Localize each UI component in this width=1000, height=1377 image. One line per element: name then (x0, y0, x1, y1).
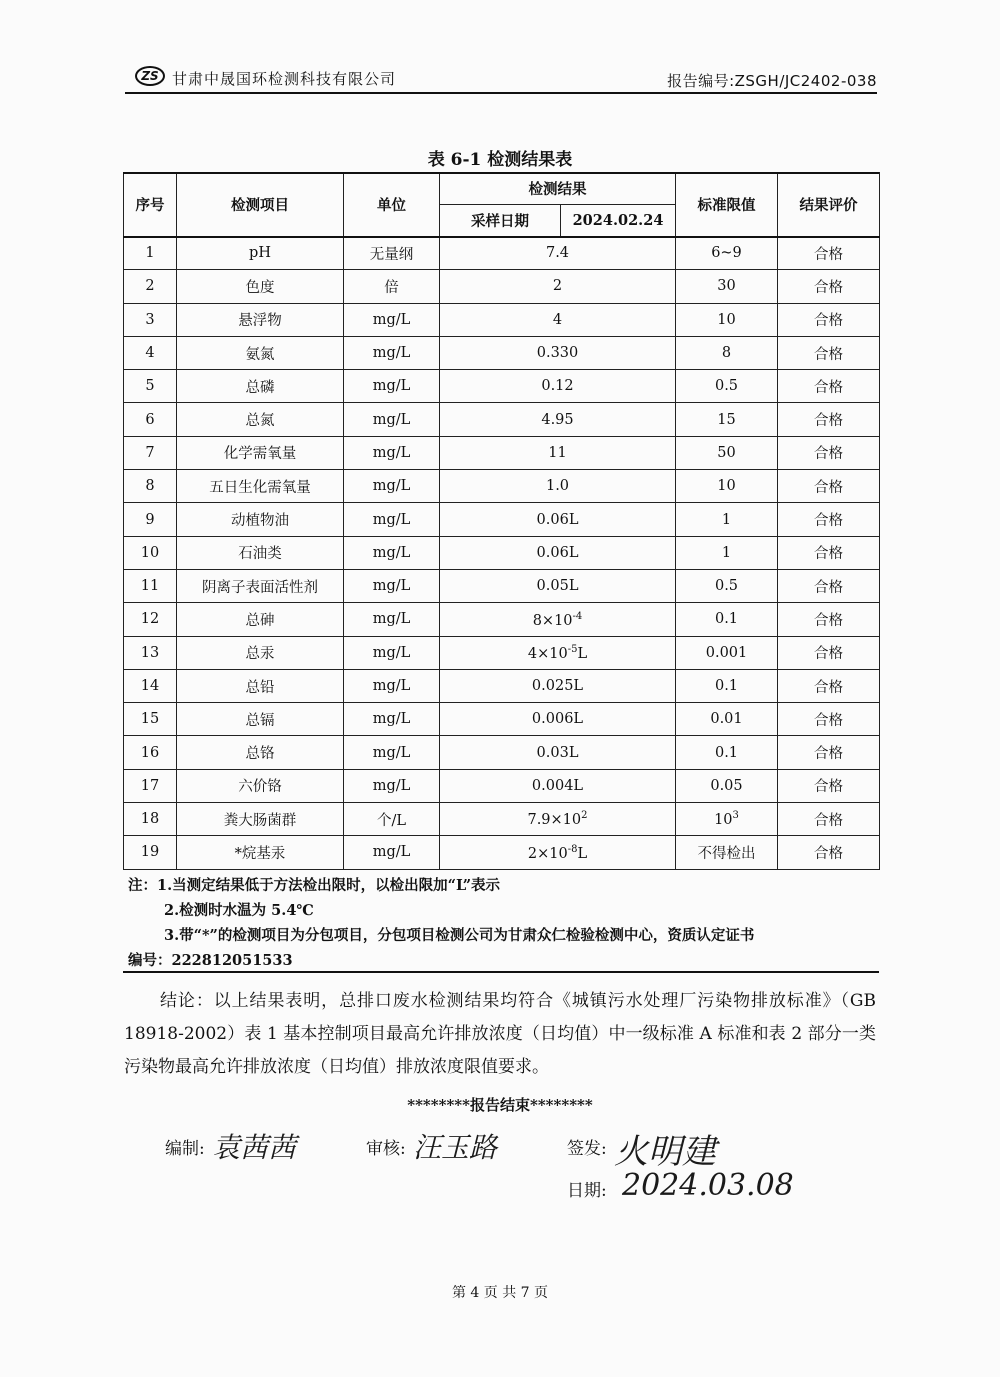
table-row (124, 436, 880, 469)
row-result (440, 636, 676, 669)
row-seq: 10 (124, 536, 177, 569)
row-result (440, 603, 676, 636)
conclusion-text: 结论：以上结果表明，总排口废水检测结果均符合《城镇污水处理厂污染物排放标准》（GB 18918-2002）表 1 基本控制项目最高允许排放浓度（日均值）中一级标准 A 标准和表 2 部分一类污染物最高允许排放浓度（日均值）排放浓度限值要求。 (124, 991, 876, 1077)
row-result-suffix: L (577, 845, 588, 862)
row-eval: 合格 (778, 370, 880, 403)
row-limit: 0.5 (676, 569, 778, 602)
row-eval: 合格 (778, 403, 880, 436)
row-eval: 合格 (778, 836, 880, 869)
row-unit: mg/L (344, 436, 440, 469)
row-result-base: 2×10 (527, 845, 568, 862)
header-item: 检测项目 (177, 173, 344, 237)
row-limit: 10 (676, 303, 778, 336)
row-result: 1.0 (440, 470, 676, 503)
row-unit: mg/L (344, 669, 440, 702)
row-seq: 9 (124, 503, 177, 536)
row-limit: 0.5 (676, 370, 778, 403)
row-item: 石油类 (177, 536, 344, 569)
company-logo-icon: ZS (135, 66, 165, 86)
row-result: 0.004L (440, 769, 676, 802)
row-eval: 合格 (778, 303, 880, 336)
results-table (123, 172, 880, 870)
row-limit: 50 (676, 436, 778, 469)
page-header (125, 62, 877, 94)
row-result (440, 803, 676, 836)
table-row (124, 769, 880, 802)
row-result-exponent: -8 (567, 843, 578, 855)
row-item: 色度 (177, 270, 344, 303)
row-unit: mg/L (344, 836, 440, 869)
table-row (124, 536, 880, 569)
row-unit: mg/L (344, 636, 440, 669)
date-signature: 2024.03.08 (622, 1168, 794, 1203)
row-result: 7.4 (440, 237, 676, 270)
row-item: 总氮 (177, 403, 344, 436)
row-item: 总铬 (177, 736, 344, 769)
row-seq: 6 (124, 403, 177, 436)
row-result: 4.95 (440, 403, 676, 436)
date-label: 日期: (567, 1181, 607, 1201)
row-eval: 合格 (778, 636, 880, 669)
row-item: 总汞 (177, 636, 344, 669)
table-row (124, 803, 880, 836)
row-result: 0.03L (440, 736, 676, 769)
note-2: 2.检测时水温为 5.4℃ (164, 902, 314, 919)
row-unit: mg/L (344, 769, 440, 802)
row-seq: 16 (124, 736, 177, 769)
row-result: 0.06L (440, 536, 676, 569)
page-footer: 第 4 页 共 7 页 (451, 1285, 549, 1301)
row-eval: 合格 (778, 270, 880, 303)
row-item: 总镉 (177, 703, 344, 736)
header-limit: 标准限值 (676, 173, 778, 237)
row-seq: 11 (124, 569, 177, 602)
row-eval: 合格 (778, 569, 880, 602)
issued-signature: 火明建 (614, 1132, 716, 1172)
row-limit: 0.05 (676, 769, 778, 802)
row-eval: 合格 (778, 237, 880, 270)
row-result: 0.006L (440, 703, 676, 736)
row-limit: 0.001 (676, 636, 778, 669)
row-result-exponent: -5 (567, 643, 578, 655)
row-unit: mg/L (344, 736, 440, 769)
row-unit: mg/L (344, 370, 440, 403)
row-item: 化学需氧量 (177, 436, 344, 469)
row-result (440, 836, 676, 869)
row-limit-base: 10 (714, 812, 733, 829)
row-result: 11 (440, 436, 676, 469)
table-title: 表 6-1 检测结果表 (427, 150, 573, 170)
table-row (124, 569, 880, 602)
row-seq: 5 (124, 370, 177, 403)
note-3-cont: 编号：222812051533 (128, 952, 293, 969)
row-limit: 0.1 (676, 736, 778, 769)
row-eval: 合格 (778, 603, 880, 636)
row-eval: 合格 (778, 703, 880, 736)
row-item: 阴离子表面活性剂 (177, 569, 344, 602)
row-unit: mg/L (344, 503, 440, 536)
table-row (124, 237, 880, 270)
row-seq: 14 (124, 669, 177, 702)
table-row (124, 336, 880, 369)
table-row (124, 836, 880, 869)
row-unit: mg/L (344, 336, 440, 369)
row-unit: mg/L (344, 703, 440, 736)
header-sample-date: 2024.02.24 (561, 205, 676, 237)
row-eval: 合格 (778, 436, 880, 469)
row-unit: 倍 (344, 270, 440, 303)
row-limit: 1 (676, 536, 778, 569)
row-limit: 10 (676, 470, 778, 503)
row-unit: mg/L (344, 536, 440, 569)
table-row (124, 736, 880, 769)
row-limit: 8 (676, 336, 778, 369)
row-limit: 30 (676, 270, 778, 303)
table-row (124, 603, 880, 636)
row-unit: mg/L (344, 603, 440, 636)
row-seq: 1 (124, 237, 177, 270)
table-row (124, 370, 880, 403)
row-limit: 1 (676, 503, 778, 536)
row-limit: 15 (676, 403, 778, 436)
row-item: 总铅 (177, 669, 344, 702)
report-end-mark: ********报告结束******** (407, 1096, 593, 1114)
row-unit: mg/L (344, 403, 440, 436)
row-seq: 8 (124, 470, 177, 503)
report-number: 报告编号:ZSGH/JC2402-038 (667, 72, 877, 90)
row-unit: mg/L (344, 470, 440, 503)
table-row (124, 470, 880, 503)
header-result: 检测结果 (440, 173, 676, 205)
table-body (124, 237, 880, 870)
row-seq: 12 (124, 603, 177, 636)
row-result: 0.06L (440, 503, 676, 536)
table-row (124, 270, 880, 303)
row-item: 氨氮 (177, 336, 344, 369)
row-result-base: 4×10 (527, 645, 568, 662)
row-limit: 0.01 (676, 703, 778, 736)
row-result-base: 7.9×10 (527, 812, 582, 829)
row-eval: 合格 (778, 803, 880, 836)
row-limit: 0.1 (676, 603, 778, 636)
row-seq: 15 (124, 703, 177, 736)
row-seq: 3 (124, 303, 177, 336)
table-notes (128, 873, 876, 973)
table-row (124, 303, 880, 336)
row-result: 0.025L (440, 669, 676, 702)
row-eval: 合格 (778, 503, 880, 536)
row-eval: 合格 (778, 536, 880, 569)
table-row (124, 703, 880, 736)
row-seq: 13 (124, 636, 177, 669)
note-1: 注：1.当测定结果低于方法检出限时，以检出限加“L”表示 (128, 877, 501, 894)
row-item: 总砷 (177, 603, 344, 636)
row-eval: 合格 (778, 669, 880, 702)
row-eval: 合格 (778, 470, 880, 503)
row-seq: 2 (124, 270, 177, 303)
table-row (124, 503, 880, 536)
row-result: 4 (440, 303, 676, 336)
row-unit: 无量纲 (344, 237, 440, 270)
table-row (124, 636, 880, 669)
row-item: 总磷 (177, 370, 344, 403)
row-eval: 合格 (778, 736, 880, 769)
reviewed-signature: 汪玉路 (413, 1131, 498, 1164)
reviewed-label: 审核: (366, 1139, 406, 1159)
row-result: 0.330 (440, 336, 676, 369)
row-limit: 不得检出 (676, 836, 778, 869)
row-result-suffix: L (577, 645, 588, 662)
row-item: *烷基汞 (177, 836, 344, 869)
row-item: 六价铬 (177, 769, 344, 802)
compiled-signature: 袁茜茜 (212, 1131, 297, 1164)
row-result: 2 (440, 270, 676, 303)
row-seq: 7 (124, 436, 177, 469)
row-result: 0.12 (440, 370, 676, 403)
table-top-rule (123, 172, 879, 174)
notes-rule (123, 971, 879, 973)
row-eval: 合格 (778, 769, 880, 802)
header-seq: 序号 (124, 173, 177, 237)
table-header-row (124, 173, 880, 205)
issued-label: 签发: (567, 1139, 607, 1159)
row-limit: 6~9 (676, 237, 778, 270)
row-limit-exponent: 3 (732, 810, 739, 822)
row-seq: 4 (124, 336, 177, 369)
note-3: 3.带“*”的检测项目为分包项目，分包项目检测公司为甘肃众仁检验检测中心，资质认定证书 (164, 927, 755, 944)
row-result-base: 8×10 (532, 612, 573, 629)
row-seq: 18 (124, 803, 177, 836)
row-item: 五日生化需氧量 (177, 470, 344, 503)
row-seq: 19 (124, 836, 177, 869)
row-result-exponent: 2 (581, 810, 588, 822)
row-unit: mg/L (344, 569, 440, 602)
header-unit: 单位 (344, 173, 440, 237)
row-item: 动植物油 (177, 503, 344, 536)
row-limit (676, 803, 778, 836)
table-row (124, 669, 880, 702)
row-result: 0.05L (440, 569, 676, 602)
table-row (124, 403, 880, 436)
row-limit: 0.1 (676, 669, 778, 702)
row-eval: 合格 (778, 336, 880, 369)
row-unit: mg/L (344, 303, 440, 336)
row-seq: 17 (124, 769, 177, 802)
row-result-exponent: -4 (572, 610, 583, 622)
row-item: 悬浮物 (177, 303, 344, 336)
row-item: pH (177, 237, 344, 270)
header-sample-date-label: 采样日期 (440, 205, 561, 237)
row-unit: 个/L (344, 803, 440, 836)
row-item: 粪大肠菌群 (177, 803, 344, 836)
header-eval: 结果评价 (778, 173, 880, 237)
compiled-label: 编制: (165, 1139, 205, 1159)
company-name: 甘肃中晟国环检测科技有限公司 (172, 70, 397, 88)
